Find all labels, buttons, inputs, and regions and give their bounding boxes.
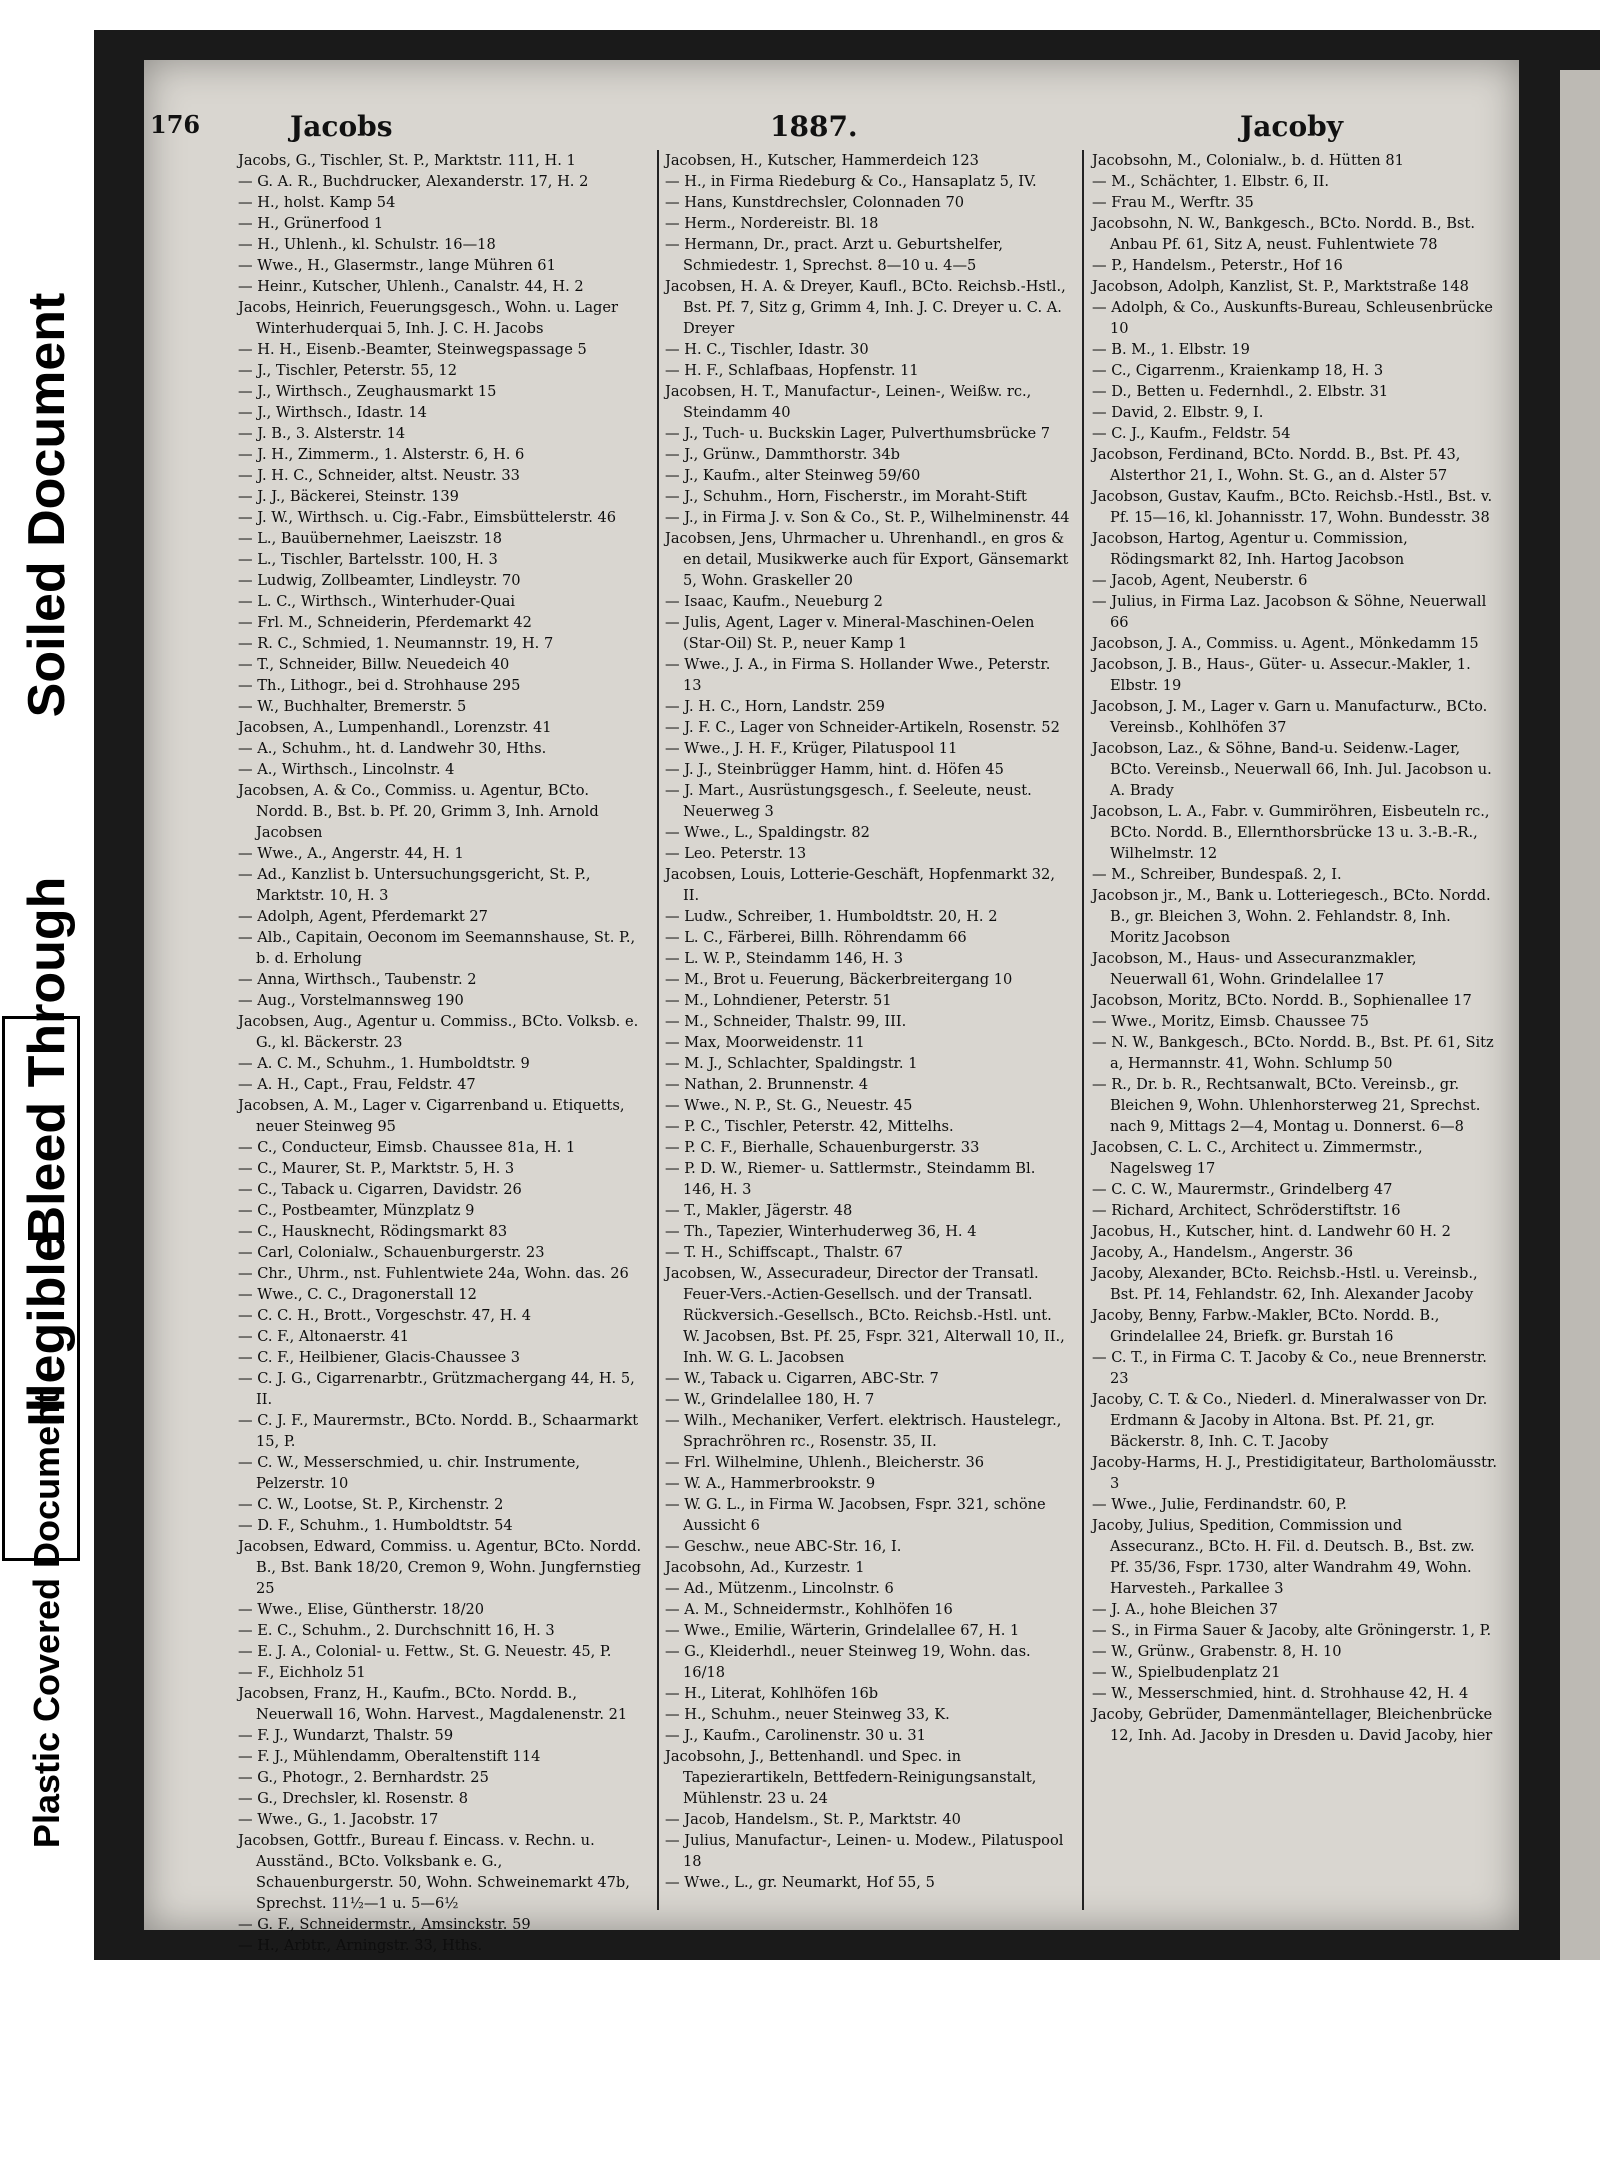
directory-entry: Jacobsohn, J., Bettenhandl. und Spec. in Tapezierartikeln, Bettfedern-Reinigungsanstalt, Mühlenstr. 23 u. 24 bbox=[665, 1748, 1037, 1807]
directory-entry: — J. H. C., Schneider, altst. Neustr. 33 bbox=[238, 467, 520, 484]
directory-entry: — Julius, in Firma Laz. Jacobson & Söhne, Neuerwall 66 bbox=[1092, 593, 1487, 631]
directory-entry: — F. J., Wundarzt, Thalstr. 59 bbox=[238, 1727, 454, 1744]
directory-entry: — C. J. F., Maurermstr., BCto. Nordd. B., Schaarmarkt 15, P. bbox=[238, 1412, 639, 1450]
directory-entry: Jacobsen, W., Assecuradeur, Director der Transatl. Feuer-Vers.-Actien-Gesellsch. und der Transatl. Rückversich.-Gesellsch., BCto. Reichsb.-Hstl. unt. W. Jacobsen, Bst. Pf. 25, Fspr. 321, Alterwall 10, II., Inh. W. G. L. Jacobsen bbox=[665, 1265, 1065, 1366]
directory-entry: — P. C., Tischler, Peterstr. 42, Mittelhs. bbox=[665, 1118, 954, 1135]
directory-entry: — Aug., Vorstelmannsweg 190 bbox=[238, 992, 464, 1009]
directory-entry: Jacoby-Harms, H. J., Prestidigitateur, Bartholomäusstr. 3 bbox=[1092, 1454, 1497, 1492]
directory-entry: — J. A., hohe Bleichen 37 bbox=[1092, 1601, 1279, 1618]
directory-entry: — A. M., Schneidermstr., Kohlhöfen 16 bbox=[665, 1601, 953, 1618]
directory-entry: — David, 2. Elbstr. 9, I. bbox=[1092, 404, 1264, 421]
directory-entry: — B. M., 1. Elbstr. 19 bbox=[1092, 341, 1250, 358]
directory-entry: — G., Drechsler, kl. Rosenstr. 8 bbox=[238, 1790, 468, 1807]
directory-entry: — A., Wirthsch., Lincolnstr. 4 bbox=[238, 761, 455, 778]
directory-entry: Jacobsohn, N. W., Bankgesch., BCto. Nordd. B., Bst. Anbau Pf. 61, Sitz A, neust. Fuhlentwiete 78 bbox=[1092, 215, 1475, 253]
directory-entry: — Ludwig, Zollbeamter, Lindleystr. 70 bbox=[238, 572, 521, 589]
directory-entry: — H., Arbtr., Arningstr. 33, Hths. bbox=[238, 1937, 483, 1954]
directory-entry: Jacobson, Gustav, Kaufm., BCto. Reichsb.-Hstl., Bst. v. Pf. 15—16, kl. Johannisstr. 17, Wohn. Bundesstr. 38 bbox=[1092, 488, 1493, 526]
directory-entry: — T. H., Schiffscapt., Thalstr. 67 bbox=[665, 1244, 903, 1261]
bottom-margin bbox=[0, 1960, 1600, 2177]
directory-entry: — Carl, Colonialw., Schauenburgerstr. 23 bbox=[238, 1244, 545, 1261]
directory-entry: — G., Kleiderhdl., neuer Steinweg 19, Wohn. das. 16/18 bbox=[665, 1643, 1031, 1681]
directory-entry: — Th., Tapezier, Winterhuderweg 36, H. 4 bbox=[665, 1223, 977, 1240]
directory-entry: — J. B., 3. Alsterstr. 14 bbox=[238, 425, 406, 442]
directory-entry: — Jacob, Agent, Neuberstr. 6 bbox=[1092, 572, 1308, 589]
directory-entry: — Julius, Manufactur-, Leinen- u. Modew., Pilatuspool 18 bbox=[665, 1832, 1064, 1870]
directory-entry: — S., in Firma Sauer & Jacoby, alte Gröningerstr. 1, P. bbox=[1092, 1622, 1492, 1639]
directory-entry: — P. C. F., Bierhalle, Schauenburgerstr. 33 bbox=[665, 1139, 980, 1156]
directory-entry: Jacobson, J. A., Commiss. u. Agent., Mönkedamm 15 bbox=[1092, 635, 1479, 652]
directory-entry: — Richard, Architect, Schröderstiftstr. 16 bbox=[1092, 1202, 1401, 1219]
directory-entry: — C., Maurer, St. P., Marktstr. 5, H. 3 bbox=[238, 1160, 515, 1177]
directory-entry: Jacoby, Gebrüder, Damenmäntellager, Bleichenbrücke 12, Inh. Ad. Jacoby in Dresden u. David Jacoby, hier bbox=[1092, 1706, 1493, 1744]
directory-entry: — H. F., Schlafbaas, Hopfenstr. 11 bbox=[665, 362, 919, 379]
directory-entry: — Wwe., Julie, Ferdinandstr. 60, P. bbox=[1092, 1496, 1347, 1513]
directory-entry: Jacobson jr., M., Bank u. Lotteriegesch., BCto. Nordd. B., gr. Bleichen 3, Wohn. 2. Fehlandstr. 8, Inh. Moritz Jacobson bbox=[1092, 887, 1491, 946]
directory-entry: — J. Mart., Ausrüstungsgesch., f. Seeleute, neust. Neuerweg 3 bbox=[665, 782, 1032, 820]
directory-entry: — W., Buchhalter, Bremerstr. 5 bbox=[238, 698, 467, 715]
directory-entry: — M., Lohndiener, Peterstr. 51 bbox=[665, 992, 892, 1009]
directory-column-3 bbox=[1092, 150, 1497, 1746]
directory-entry: — M. J., Schlachter, Spaldingstr. 1 bbox=[665, 1055, 918, 1072]
directory-entry: — W. G. L., in Firma W. Jacobsen, Fspr. 321, schöne Aussicht 6 bbox=[665, 1496, 1046, 1534]
directory-entry: — C. F., Altonaerstr. 41 bbox=[238, 1328, 410, 1345]
directory-entry: — J. H., Zimmerm., 1. Alsterstr. 6, H. 6 bbox=[238, 446, 525, 463]
directory-entry: — W., Taback u. Cigarren, ABC-Str. 7 bbox=[665, 1370, 939, 1387]
directory-entry: — N. W., Bankgesch., BCto. Nordd. B., Bst. Pf. 61, Sitz a, Hermannstr. 41, Wohn. Schlump 50 bbox=[1092, 1034, 1494, 1072]
directory-entry: Jacobson, Adolph, Kanzlist, St. P., Marktstraße 148 bbox=[1092, 278, 1469, 295]
directory-entry: Jacobsen, Aug., Agentur u. Commiss., BCto. Volksb. e. G., kl. Bäckerstr. 23 bbox=[238, 1013, 639, 1051]
directory-entry: — Anna, Wirthsch., Taubenstr. 2 bbox=[238, 971, 477, 988]
page-number: 176 bbox=[150, 110, 201, 139]
directory-entry: — W., Grindelallee 180, H. 7 bbox=[665, 1391, 875, 1408]
directory-entry: — Ludw., Schreiber, 1. Humboldtstr. 20, H. 2 bbox=[665, 908, 998, 925]
directory-entry: — L., Bauübernehmer, Laeiszstr. 18 bbox=[238, 530, 503, 547]
directory-entry: — Max, Moorweidenstr. 11 bbox=[665, 1034, 865, 1051]
directory-entry: — H., in Firma Riedeburg & Co., Hansaplatz 5, IV. bbox=[665, 173, 1037, 190]
directory-column-1 bbox=[238, 150, 643, 1956]
directory-entry: Jacobsen, A., Lumpenhandl., Lorenzstr. 41 bbox=[238, 719, 552, 736]
label-illegible: Illegible bbox=[18, 1233, 76, 1427]
directory-entry: Jacobsen, A. M., Lager v. Cigarrenband u. Etiquetts, neuer Steinweg 95 bbox=[238, 1097, 625, 1135]
directory-entry: — Wwe., J. H. F., Krüger, Pilatuspool 11 bbox=[665, 740, 958, 757]
directory-entry: — J., in Firma J. v. Son & Co., St. P., Wilhelminenstr. 44 bbox=[665, 509, 1070, 526]
directory-entry: Jacobsohn, M., Colonialw., b. d. Hütten 81 bbox=[1092, 152, 1404, 169]
header-left-word: Jacobs bbox=[290, 110, 393, 143]
directory-entry: Jacobsen, Franz, H., Kaufm., BCto. Nordd. B., Neuerwall 16, Wohn. Harvest., Magdalenenstr. 21 bbox=[238, 1685, 628, 1723]
directory-entry: Jacobsohn, Ad., Kurzestr. 1 bbox=[665, 1559, 865, 1576]
directory-entry: Jacobsen, Gottfr., Bureau f. Eincass. v. Rechn. u. Ausständ., BCto. Volksbank e. G., Schauenburgerstr. 50, Wohn. Schweinemarkt 47b, Sprechst. 11½—1 u. 5—6½ bbox=[238, 1832, 630, 1912]
directory-entry: Jacoby, C. T. & Co., Niederl. d. Mineralwasser von Dr. Erdmann & Jacoby in Altona. Bst. Pf. 21, gr. Bäckerstr. 8, Inh. C. T. Jacoby bbox=[1092, 1391, 1488, 1450]
directory-entry: — T., Schneider, Billw. Neuedeich 40 bbox=[238, 656, 510, 673]
directory-entry: — C., Taback u. Cigarren, Davidstr. 26 bbox=[238, 1181, 522, 1198]
directory-entry: — F., Eichholz 51 bbox=[238, 1664, 366, 1681]
directory-entry: Jacobsen, Edward, Commiss. u. Agentur, BCto. Nordd. B., Bst. Bank 18/20, Cremon 9, Wohn. Jungfernstieg 25 bbox=[238, 1538, 642, 1597]
directory-entry: — G. A. R., Buchdrucker, Alexanderstr. 17, H. 2 bbox=[238, 173, 589, 190]
directory-entry: Jacobson, M., Haus- und Assecuranzmakler, Neuerwall 61, Wohn. Grindelallee 17 bbox=[1092, 950, 1417, 988]
directory-entry: — J., Tuch- u. Buckskin Lager, Pulverthumsbrücke 7 bbox=[665, 425, 1051, 442]
directory-entry: Jacobsen, C. L. C., Architect u. Zimmermstr., Nagelsweg 17 bbox=[1092, 1139, 1423, 1177]
directory-entry: Jacobsen, H., Kutscher, Hammerdeich 123 bbox=[665, 152, 979, 169]
directory-entry: — Julis, Agent, Lager v. Mineral-Maschinen-Oelen (Star-Oil) St. P., neuer Kamp 1 bbox=[665, 614, 1035, 652]
directory-entry: — Wwe., J. A., in Firma S. Hollander Wwe., Peterstr. 13 bbox=[665, 656, 1051, 694]
directory-entry: — H., Grünerfood 1 bbox=[238, 215, 384, 232]
directory-entry: — A. C. M., Schuhm., 1. Humboldtstr. 9 bbox=[238, 1055, 530, 1072]
directory-entry: — J. W., Wirthsch. u. Cig.-Fabr., Eimsbüttelerstr. 46 bbox=[238, 509, 617, 526]
directory-entry: — J. F. C., Lager von Schneider-Artikeln, Rosenstr. 52 bbox=[665, 719, 1060, 736]
directory-entry: — Wwe., Elise, Güntherstr. 18/20 bbox=[238, 1601, 485, 1618]
directory-entry: — L. W. P., Steindamm 146, H. 3 bbox=[665, 950, 904, 967]
directory-entry: — R., Dr. b. R., Rechtsanwalt, BCto. Vereinsb., gr. Bleichen 9, Wohn. Uhlenhorsterweg 21, Sprechst. nach 9, Mittags 2—4, Montag u. Donnerst. 6—8 bbox=[1092, 1076, 1481, 1135]
directory-entry: — J., Schuhm., Horn, Fischerstr., im Moraht-Stift bbox=[665, 488, 1027, 505]
directory-entry: Jacobson, Laz., & Söhne, Band-u. Seidenw.-Lager, BCto. Vereinsb., Neuerwall 66, Inh. Jul. Jacobson u. A. Brady bbox=[1092, 740, 1492, 799]
directory-entry: — A. H., Capt., Frau, Feldstr. 47 bbox=[238, 1076, 476, 1093]
directory-entry: — J. J., Bäckerei, Steinstr. 139 bbox=[238, 488, 459, 505]
directory-entry: — G. F., Schneidermstr., Amsinckstr. 59 bbox=[238, 1916, 531, 1933]
directory-entry: — C., Postbeamter, Münzplatz 9 bbox=[238, 1202, 475, 1219]
directory-entry: — F. J., Mühlendamm, Oberaltenstift 114 bbox=[238, 1748, 541, 1765]
directory-entry: — J., Grünw., Dammthorstr. 34b bbox=[665, 446, 900, 463]
directory-entry: — H. H., Eisenb.-Beamter, Steinwegspassage 5 bbox=[238, 341, 587, 358]
directory-entry: — A., Schuhm., ht. d. Landwehr 30, Hths. bbox=[238, 740, 547, 757]
directory-entry: — Wwe., Moritz, Eimsb. Chaussee 75 bbox=[1092, 1013, 1369, 1030]
directory-entry: — Adolph, & Co., Auskunfts-Bureau, Schleusenbrücke 10 bbox=[1092, 299, 1493, 337]
directory-entry: — Frl. M., Schneiderin, Pferdemarkt 42 bbox=[238, 614, 532, 631]
directory-entry: — P., Handelsm., Peterstr., Hof 16 bbox=[1092, 257, 1343, 274]
directory-entry: — E. J. A., Colonial- u. Fettw., St. G. Neuestr. 45, P. bbox=[238, 1643, 612, 1660]
directory-entry: Jacobson, Moritz, BCto. Nordd. B., Sophienallee 17 bbox=[1092, 992, 1472, 1009]
directory-entry: — R. C., Schmied, 1. Neumannstr. 19, H. 7 bbox=[238, 635, 554, 652]
directory-entry: — C. J. G., Cigarrenarbtr., Grützmachergang 44, H. 5, II. bbox=[238, 1370, 635, 1408]
directory-entry: — Ad., Mützenm., Lincolnstr. 6 bbox=[665, 1580, 894, 1597]
directory-entry: Jacobson, J. B., Haus-, Güter- u. Assecur.-Makler, 1. Elbstr. 19 bbox=[1092, 656, 1471, 694]
page-edge bbox=[1560, 70, 1600, 1970]
directory-entry: — L., Tischler, Bartelsstr. 100, H. 3 bbox=[238, 551, 498, 568]
annotation-strip bbox=[0, 0, 94, 1960]
directory-entry: — C. W., Lootse, St. P., Kirchenstr. 2 bbox=[238, 1496, 504, 1513]
directory-entry: — Chr., Uhrm., nst. Fuhlentwiete 24a, Wohn. das. 26 bbox=[238, 1265, 629, 1282]
directory-entry: Jacobsen, Jens, Uhrmacher u. Uhrenhandl., en gros & en detail, Musikwerke auch für Export, Gänsemarkt 5, Wohn. Graskeller 20 bbox=[665, 530, 1069, 589]
column-divider bbox=[657, 150, 659, 1910]
directory-entry: Jacobs, G., Tischler, St. P., Marktstr. 111, H. 1 bbox=[238, 152, 576, 169]
page-header bbox=[150, 110, 1350, 150]
directory-entry: — C., Hausknecht, Rödingsmarkt 83 bbox=[238, 1223, 508, 1240]
directory-entry: — Wwe., L., Spaldingstr. 82 bbox=[665, 824, 870, 841]
label-plastic-covered: Plastic Covered Document bbox=[26, 1391, 67, 1849]
directory-entry: Jacoby, Alexander, BCto. Reichsb.-Hstl. u. Vereinsb., Bst. Pf. 14, Fehlandstr. 62, Inh. Alexander Jacoby bbox=[1092, 1265, 1478, 1303]
directory-entry: — Nathan, 2. Brunnenstr. 4 bbox=[665, 1076, 869, 1093]
directory-entry: — Leo. Peterstr. 13 bbox=[665, 845, 807, 862]
directory-entry: — J., Wirthsch., Idastr. 14 bbox=[238, 404, 427, 421]
directory-entry: — E. C., Schuhm., 2. Durchschnitt 16, H. 3 bbox=[238, 1622, 555, 1639]
directory-entry: — C., Cigarrenm., Kraienkamp 18, H. 3 bbox=[1092, 362, 1384, 379]
directory-entry: — M., Brot u. Feuerung, Bäckerbreitergang 10 bbox=[665, 971, 1013, 988]
directory-entry: — W., Grünw., Grabenstr. 8, H. 10 bbox=[1092, 1643, 1342, 1660]
directory-entry: — P. D. W., Riemer- u. Sattlermstr., Steindamm Bl. 146, H. 3 bbox=[665, 1160, 1036, 1198]
directory-entry: — Wwe., A., Angerstr. 44, H. 1 bbox=[238, 845, 464, 862]
directory-entry: — Ad., Kanzlist b. Untersuchungsgericht, St. P., Marktstr. 10, H. 3 bbox=[238, 866, 591, 904]
directory-entry: — T., Makler, Jägerstr. 48 bbox=[665, 1202, 853, 1219]
directory-entry: — C. F., Heilbiener, Glacis-Chaussee 3 bbox=[238, 1349, 521, 1366]
directory-entry: — J. J., Steinbrügger Hamm, hint. d. Höfen 45 bbox=[665, 761, 1004, 778]
directory-entry: — J., Kaufm., alter Steinweg 59/60 bbox=[665, 467, 921, 484]
directory-entry: Jacoby, Julius, Spedition, Commission und Assecuranz., BCto. H. Fil. d. Deutsch. B., Bst. zw. Pf. 35/36, Fspr. 1730, alter Wandrahm 49, Wohn. Harvesteh., Parkallee 3 bbox=[1092, 1517, 1475, 1597]
directory-entry: — Wwe., G., 1. Jacobstr. 17 bbox=[238, 1811, 439, 1828]
directory-entry: Jacoby, Benny, Farbw.-Makler, BCto. Nordd. B., Grindelallee 24, Briefk. gr. Burstah 16 bbox=[1092, 1307, 1440, 1345]
directory-entry: — G., Photogr., 2. Bernhardstr. 25 bbox=[238, 1769, 489, 1786]
directory-entry: — Adolph, Agent, Pferdemarkt 27 bbox=[238, 908, 488, 925]
directory-entry: — Heinr., Kutscher, Uhlenh., Canalstr. 44, H. 2 bbox=[238, 278, 584, 295]
directory-entry: — J., Wirthsch., Zeughausmarkt 15 bbox=[238, 383, 497, 400]
directory-entry: — Wwe., H., Glasermstr., lange Mühren 61 bbox=[238, 257, 556, 274]
directory-entry: Jacobson, Hartog, Agentur u. Commission, Rödingsmarkt 82, Inh. Hartog Jacobson bbox=[1092, 530, 1408, 568]
directory-entry: — J. H. C., Horn, Landstr. 259 bbox=[665, 698, 885, 715]
directory-entry: — Wilh., Mechaniker, Verfert. elektrisch. Haustelegr., Sprachröhren rc., Rosenstr. 35, II. bbox=[665, 1412, 1062, 1450]
directory-entry: — J., Kaufm., Carolinenstr. 30 u. 31 bbox=[665, 1727, 926, 1744]
directory-entry: — H. C., Tischler, Idastr. 30 bbox=[665, 341, 869, 358]
directory-entry: Jacobsen, A. & Co., Commiss. u. Agentur, BCto. Nordd. B., Bst. b. Pf. 20, Grimm 3, Inh. Arnold Jacobsen bbox=[238, 782, 599, 841]
directory-entry: Jacoby, A., Handelsm., Angerstr. 36 bbox=[1092, 1244, 1354, 1261]
directory-entry: — Hans, Kunstdrechsler, Colonnaden 70 bbox=[665, 194, 965, 211]
directory-entry: — L. C., Wirthsch., Winterhuder-Quai bbox=[238, 593, 516, 610]
directory-entry: — L. C., Färberei, Billh. Röhrendamm 66 bbox=[665, 929, 967, 946]
directory-entry: — M., Schreiber, Bundespaß. 2, I. bbox=[1092, 866, 1342, 883]
directory-entry: — Th., Lithogr., bei d. Strohhause 295 bbox=[238, 677, 521, 694]
directory-entry: — H., Literat, Kohlhöfen 16b bbox=[665, 1685, 879, 1702]
label-soiled-document: Soiled Document bbox=[18, 292, 76, 718]
directory-entry: — Wwe., Emilie, Wärterin, Grindelallee 67, H. 1 bbox=[665, 1622, 1020, 1639]
directory-entry: Jacobson, Ferdinand, BCto. Nordd. B., Bst. Pf. 43, Alsterthor 21, I., Wohn. St. G., an d. Alster 57 bbox=[1092, 446, 1461, 484]
directory-entry: — D., Betten u. Federnhdl., 2. Elbstr. 31 bbox=[1092, 383, 1389, 400]
directory-entry: — H., Uhlenh., kl. Schulstr. 16—18 bbox=[238, 236, 496, 253]
directory-entry: — Geschw., neue ABC-Str. 16, I. bbox=[665, 1538, 902, 1555]
directory-entry: — J., Tischler, Peterstr. 55, 12 bbox=[238, 362, 457, 379]
directory-entry: — Isaac, Kaufm., Neueburg 2 bbox=[665, 593, 883, 610]
directory-entry: — Wwe., C. C., Dragonerstall 12 bbox=[238, 1286, 477, 1303]
directory-entry: — W., Messerschmied, hint. d. Strohhause 42, H. 4 bbox=[1092, 1685, 1469, 1702]
directory-entry: Jacobsen, H. T., Manufactur-, Leinen-, Weißw. rc., Steindamm 40 bbox=[665, 383, 1032, 421]
header-year: 1887. bbox=[770, 110, 858, 143]
directory-entry: — Herm., Nordereistr. Bl. 18 bbox=[665, 215, 879, 232]
directory-entry: — Hermann, Dr., pract. Arzt u. Geburtshelfer, Schmiedestr. 1, Sprechst. 8—10 u. 4—5 bbox=[665, 236, 1004, 274]
directory-entry: — W. A., Hammerbrookstr. 9 bbox=[665, 1475, 876, 1492]
directory-entry: — Frau M., Werftr. 35 bbox=[1092, 194, 1254, 211]
directory-entry: — M., Schneider, Thalstr. 99, III. bbox=[665, 1013, 907, 1030]
column-divider bbox=[1082, 150, 1084, 1910]
directory-entry: — H., holst. Kamp 54 bbox=[238, 194, 396, 211]
directory-entry: — C. C. W., Maurermstr., Grindelberg 47 bbox=[1092, 1181, 1393, 1198]
directory-entry: — Frl. Wilhelmine, Uhlenh., Bleicherstr. 36 bbox=[665, 1454, 985, 1471]
directory-column-2 bbox=[665, 150, 1070, 1893]
directory-entry: — W., Spielbudenplatz 21 bbox=[1092, 1664, 1281, 1681]
directory-entry: — M., Schächter, 1. Elbstr. 6, II. bbox=[1092, 173, 1330, 190]
directory-entry: — C. T., in Firma C. T. Jacoby & Co., neue Brennerstr. 23 bbox=[1092, 1349, 1487, 1387]
directory-entry: — Jacob, Handelsm., St. P., Marktstr. 40 bbox=[665, 1811, 961, 1828]
directory-entry: Jacobus, H., Kutscher, hint. d. Landwehr 60 H. 2 bbox=[1092, 1223, 1451, 1240]
label-bleed-through: Bleed Through bbox=[18, 876, 76, 1244]
directory-entry: — Alb., Capitain, Oeconom im Seemannshause, St. P., b. d. Erholung bbox=[238, 929, 636, 967]
directory-entry: — Wwe., L., gr. Neumarkt, Hof 55, 5 bbox=[665, 1874, 935, 1891]
directory-entry: — C. W., Messerschmied, u. chir. Instrumente, Pelzerstr. 10 bbox=[238, 1454, 580, 1492]
directory-entry: Jacobsen, H. A. & Dreyer, Kaufl., BCto. Reichsb.-Hstl., Bst. Pf. 7, Sitz g, Grimm 4, Inh. J. C. Dreyer u. C. A. Dreyer bbox=[665, 278, 1066, 337]
header-right-word: Jacoby bbox=[1240, 110, 1343, 143]
directory-entry: Jacobsen, Louis, Lotterie-Geschäft, Hopfenmarkt 32, II. bbox=[665, 866, 1055, 904]
directory-entry: — Wwe., N. P., St. G., Neuestr. 45 bbox=[665, 1097, 913, 1114]
directory-entry: — C., Conducteur, Eimsb. Chaussee 81a, H. 1 bbox=[238, 1139, 576, 1156]
directory-entry: Jacobson, L. A., Fabr. v. Gummiröhren, Eisbeuteln rc., BCto. Nordd. B., Ellernthorsbrücke 13 u. 3.-B.-R., Wilhelmstr. 12 bbox=[1092, 803, 1490, 862]
directory-entry: — C. C. H., Brott., Vorgeschstr. 47, H. 4 bbox=[238, 1307, 531, 1324]
directory-entry: — D. F., Schuhm., 1. Humboldtstr. 54 bbox=[238, 1517, 513, 1534]
directory-entry: — H., Schuhm., neuer Steinweg 33, K. bbox=[665, 1706, 950, 1723]
directory-entry: — C. J., Kaufm., Feldstr. 54 bbox=[1092, 425, 1291, 442]
directory-entry: Jacobson, J. M., Lager v. Garn u. Manufacturw., BCto. Vereinsb., Kohlhöfen 37 bbox=[1092, 698, 1488, 736]
directory-entry: Jacobs, Heinrich, Feuerungsgesch., Wohn. u. Lager Winterhuderquai 5, Inh. J. C. H. Jacobs bbox=[238, 299, 618, 337]
